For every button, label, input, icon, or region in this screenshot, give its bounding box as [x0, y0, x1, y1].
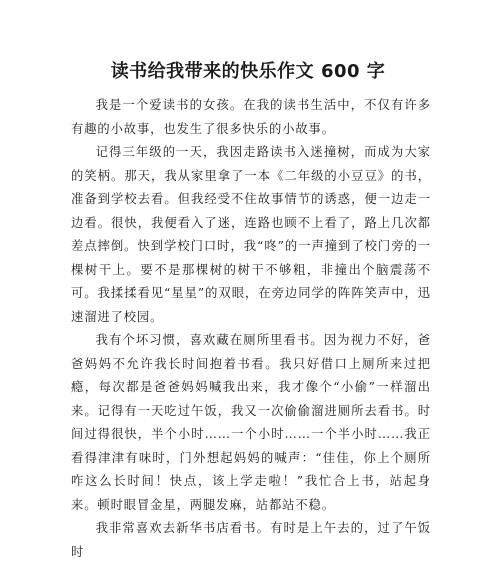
paragraph-1: 我是一个爱读书的女孩。在我的读书生活中，不仅有许多有趣的小故事，也发生了很多快乐的小故事。 [71, 98, 431, 136]
paragraph-3: 我有个坏习惯，喜欢藏在厕所里看书。因为视力不好，爸爸妈妈不允许我长时间抱着书看。我只好借口上厕所来过把瘾，每次都是爸爸妈妈喊我出来，我才像个“小偷”一样溜出来。记得有一天吃过午饭，我又一次偷偷溜进厕所去看书。时间过得很快，半个小时……一个小时……一个半小时……我正看得津津有味时，门外想起妈妈的喊声：“佳佳，你上个厕所咋这么长时间！快点，该上学走啦！”我忙合上书，站起身来。顿时眼冒金星，两腿发麻，站都站不稳。 [71, 333, 431, 512]
paragraph-2: 记得三年级的一天，我因走路读书入迷撞树，而成为大家的笑柄。那天，我从家里拿了一本《二年级的小豆豆》的书，准备到学校去看。但我经受不住故事情节的诱惑，便一边走一边看。很快，我便看入了迷，连路也顾不上看了，路上几次都差点摔倒。快到学校门口时，我“咚”的一声撞到了校门旁的一棵树干上。要不是那棵树的树干不够粗，非撞出个脑震荡不可。我揉揉看见“星星”的双眼，在旁边同学的阵阵笑声中，迅速溜进了校园。 [71, 145, 431, 324]
document-title: 读书给我带来的快乐作文 600 字 [110, 61, 386, 82]
paragraph-4: 我非常喜欢去新华书店看书。有时是上午去的，过了午饭时 [71, 521, 431, 559]
document-body [71, 94, 431, 561]
